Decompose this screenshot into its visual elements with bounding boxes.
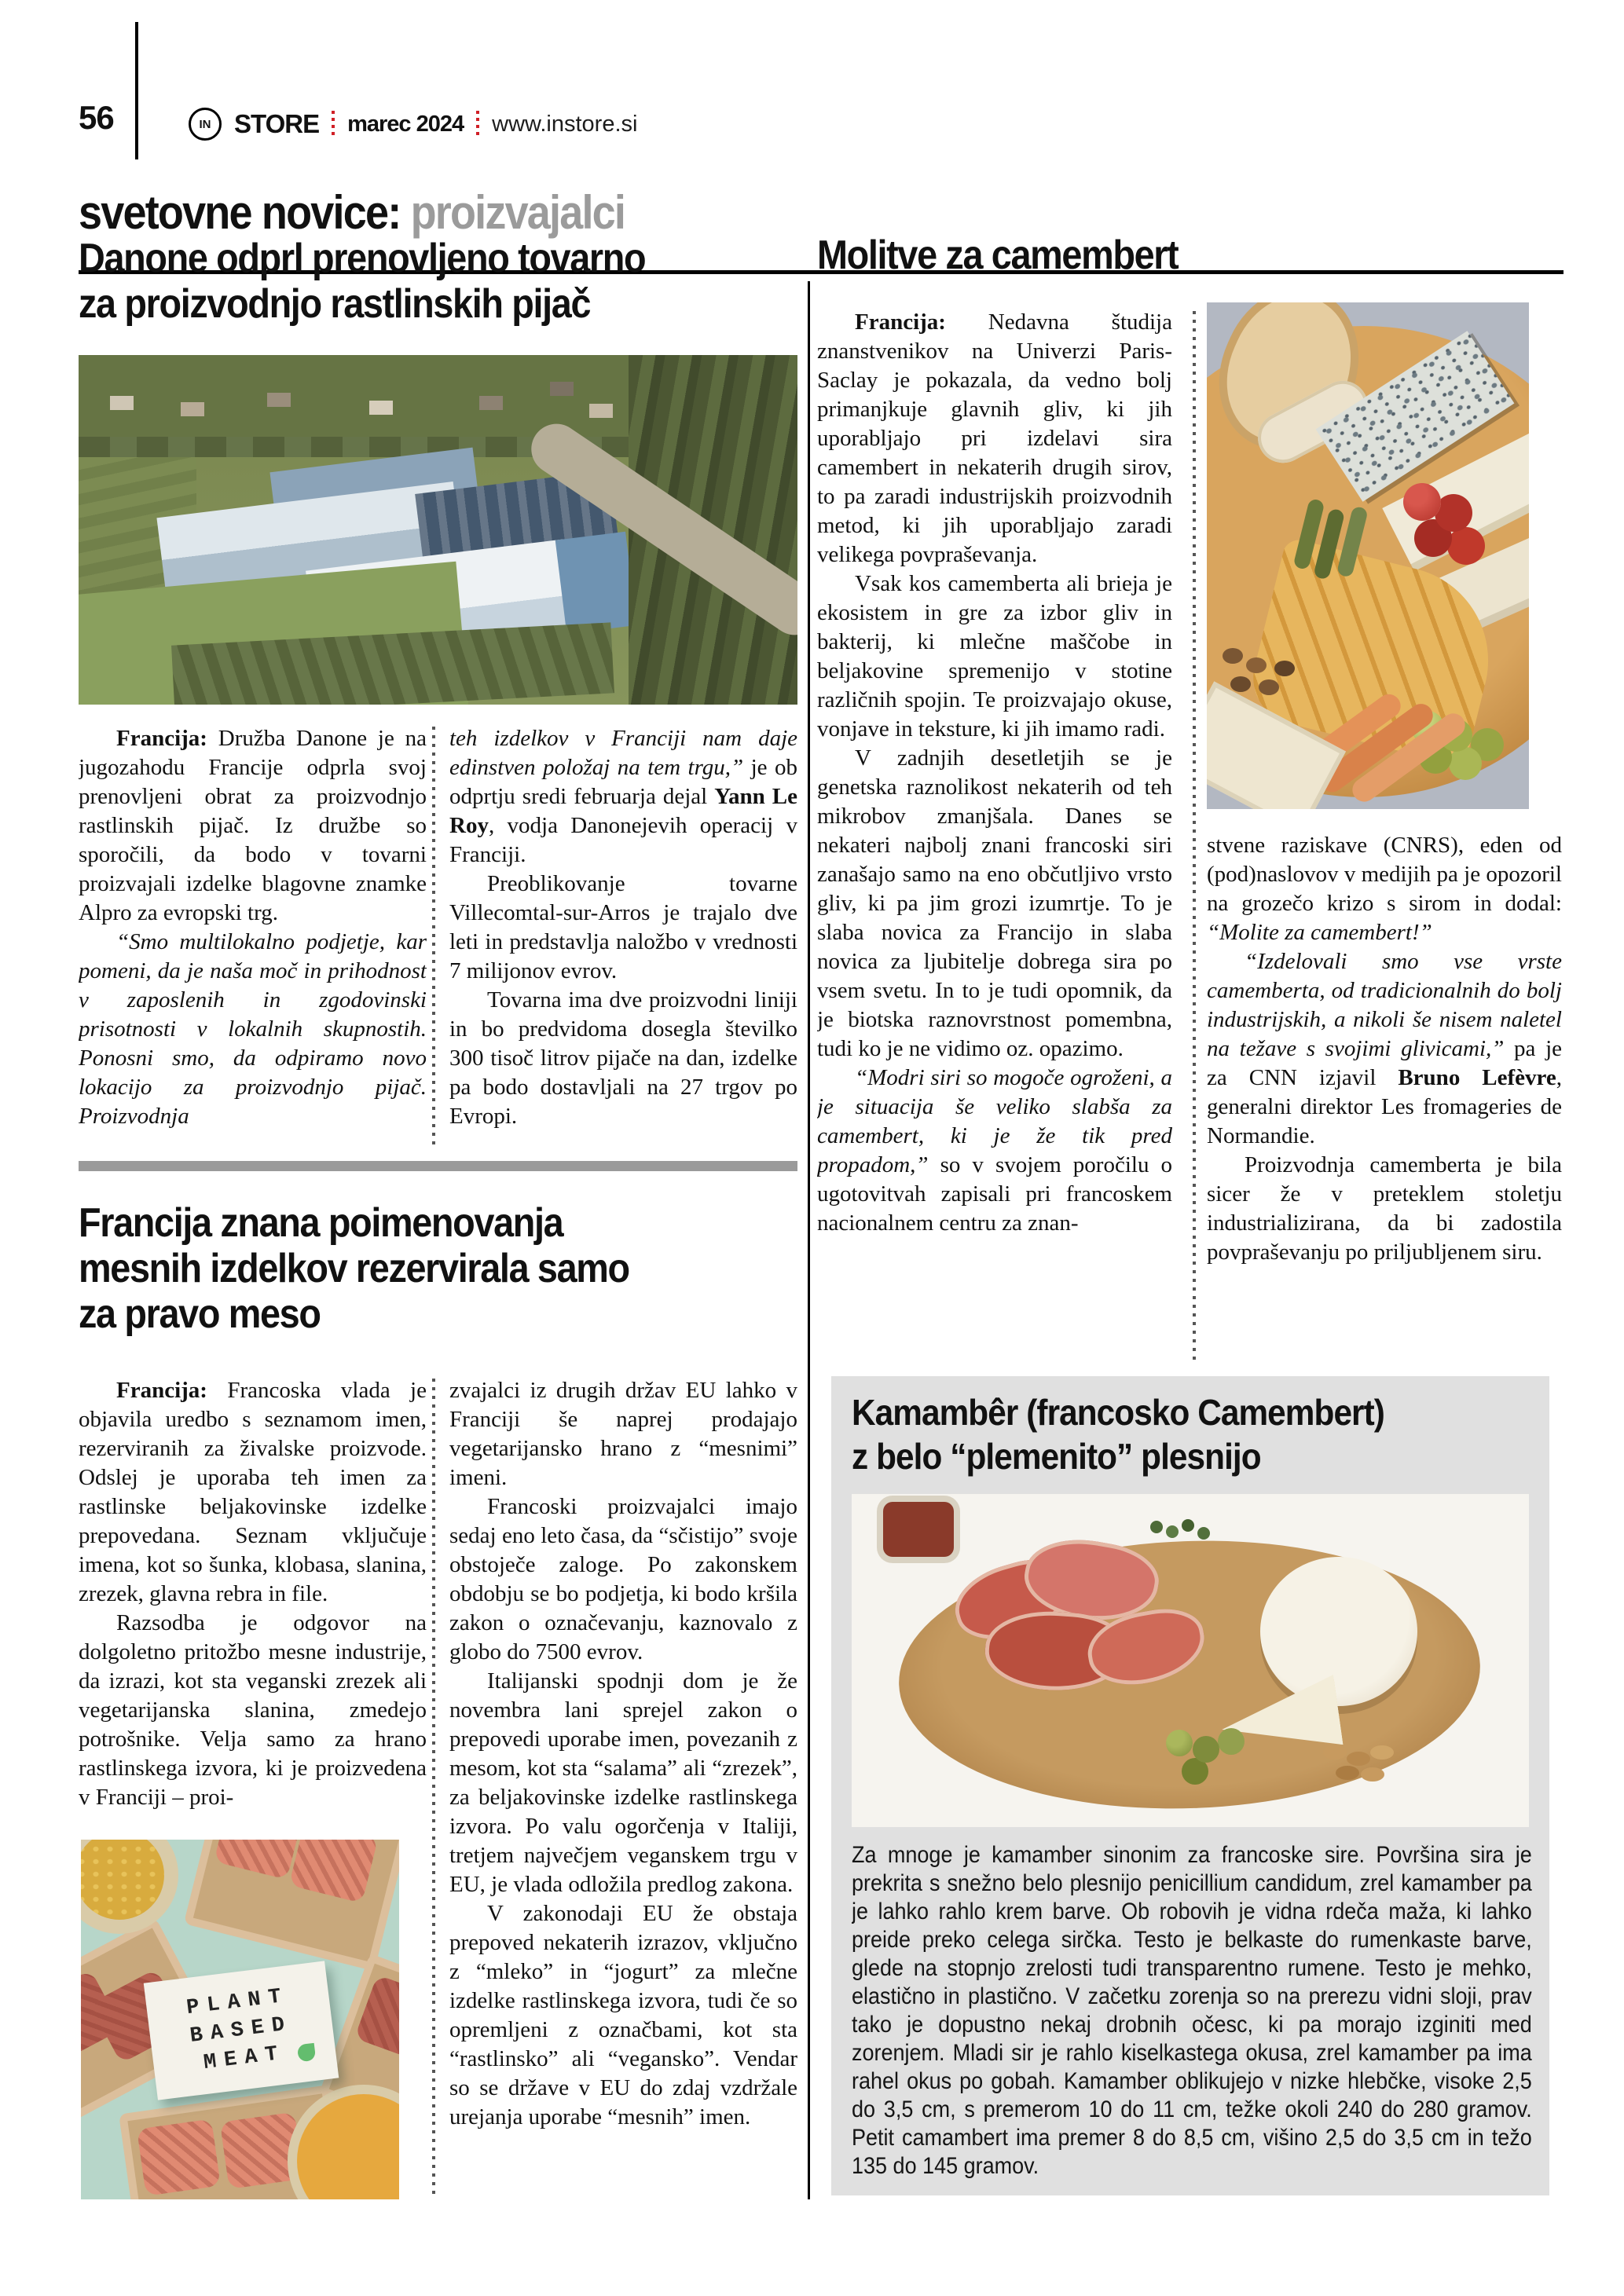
factory-photo-houses xyxy=(110,396,134,410)
headline-molitve: Molitve za camembert xyxy=(817,233,1179,278)
camembert-info-box xyxy=(831,1376,1549,2195)
camembert-wheel xyxy=(1260,1557,1417,1706)
meso-column-1: Francija: Francoska vlada je objavila uredbo s seznamom imen, rezerviranih za živalske proizvode. Odslej je uporaba teh imen za rastlinske beljakovinske izdelke prepovedana. Seznam vključuje imena, kot so šunka, klobasa, slanina, zrezek, glavna rebra in file. Razsodba je odgovor na dolgoletno pritožbo mesne industrije, da izrazi, kot sta veganski zrezek ali vegetarijanska slanina, zmedejo potrošnike. Velja samo za hrano rastlinskega izvora, ki je proizvedena v Franciji – proi- xyxy=(79,1378,427,1810)
main-column-rule xyxy=(808,281,810,2199)
masthead xyxy=(189,108,637,140)
article-separator-bar xyxy=(79,1161,797,1171)
issue-date: marec 2024 xyxy=(347,111,464,137)
column-dotted-rule xyxy=(432,727,435,1147)
meso-column-2: zvajalci iz drugih držav EU lahko v Franciji še naprej prodajajo vegetarijansko hrano z “mesnimi” imeni. Francoski proizvajalci imajo sedaj eno leto časa, da “sčistijo” svoje obstoječe zaloge. Po zakonskem obdobju se bo podjetja, ki bodo kršila zakon o označevanju, kaznovalo z globo do 7500 evrov. Italijanski spodnji dom je že novembra lani sprejel zakon o prepovedi uporabe imen, povezanih z mesom, kot sta “salama” ali “zrezek”, za beljakovinske izdelke rastlinskega izvora. Po valu ogorčenja v Italiji, tretjem največjem veganskem trgu v EU, je vlada odložila predlog zakona. V zakonodaji EU že obstaja prepoved nekaterih izrazov, vključno z “mleko” in “jogurt” za mlečne izdelke rastlinskega izvora, tudi če so opremljeni z označbami, kot sta “rastlinsko” ali “vegansko”. Vendar so se države v EU do zdaj vzdržale urejanja uporabe “mesnih” imen. xyxy=(449,1378,797,2129)
logo-store-text: STORE xyxy=(234,109,320,138)
danone-column-1: Francija: Družba Danone je na jugozahodu Francije odprla svoj prenovljeni obrat za proizvodnjo rastlinskih pijač. Iz družbe so sporočili, da bodo v tovarni proizvajali izdelke blagovne znamke Alpro za evropski trg. “Smo multilokalno podjetje, kar pomeni, da je naša moč in prihodnost v zaposlenih in zgodovinski prisotnosti v lokalnih skupnostih. Ponosni smo, da odpiramo novo lokacijo za proizvodnjo pijač. Proizvodnja xyxy=(79,726,427,1129)
green-olives xyxy=(1166,1730,1193,1756)
page-number: 56 xyxy=(79,99,114,136)
section-title-black: svetovne novice: xyxy=(79,186,401,239)
box-title: Kamambêr (francosko Camembert) z belo “plemenito” plesnijo xyxy=(852,1392,1384,1477)
column-dotted-rule xyxy=(432,1379,435,2199)
header-divider-bar xyxy=(135,22,138,159)
red-berries xyxy=(1403,483,1441,521)
plant-based-meat-sign: PLANT BASED MEAT xyxy=(144,1961,339,2100)
prosciutto xyxy=(954,1541,1190,1706)
cheese-platter-photo xyxy=(1207,302,1529,809)
camembert-platter-photo xyxy=(852,1494,1529,1827)
almonds xyxy=(1323,1745,1347,1760)
website-url: www.instore.si xyxy=(492,111,638,137)
section-title-gray: proizvajalci xyxy=(400,186,625,239)
danone-factory-aerial-photo xyxy=(79,355,797,705)
red-dotted-separator xyxy=(476,111,479,137)
plant-based-meat-photo xyxy=(81,1840,399,2199)
box-body-text: Za mnoge je kamamber sinonim za francoske sire. Površina sira je prekrita s snežno belo plesnijo penicillium candidum, zrel kamamber pa je lahko rahlo krem barve. Ob robovih je vidna rdeča maža, ki lahko preide preko celega sirčka. Testo je belkaste do rumenkaste barve, glede na stopnjo zrelosti tudi transparentno rumene. Testo je mehko, elastično in plastično. V začetku zorenja so na prerezu vidni sloji, prav tako je dopustno nekaj drobnih očesc, ki pa morajo izginiti med zorenjem. Mladi sir je rahlo kiselkastega okusa, zrel kamamber pa ima rahel okus po gobah. Kamamber oblikujejo v nizke hlebčke, visoke 2,5 do 3,5 cm, s premerom 10 do 11 cm, težke okoli 240 do 280 gramov. Petit camambert ima premer 8 do 8,5 cm, višino 2,5 do 3,5 cm in težo 135 do 145 gramov. xyxy=(852,1842,1532,2179)
section-title xyxy=(79,185,625,240)
chickpea-bowl xyxy=(81,1840,178,1934)
molitve-column-1: Francija: Nedavna študija znanstvenikov na Univerzi Paris-Saclay je pokazala, da vedno bolj primanjkuje glavnih gliv, ki jih uporabljajo pri izdelavi sira camembert in nekaterih drugih sirov, to pa zaradi industrijskih proizvodnih metod, ki jih uporabljajo zaradi velikega povpraševanja. Vsak kos camemberta ali brieja je ekosistem in gre za izbor gliv in bakterij, ki mlečne maščobe in beljakovine spremenijo v stotine različnih spojin. Te proizvajajo okuse, vonjave in teksture, ki jih imamo radi. V zadnjih desetletjih se je genetska raznolikost nekaterih od teh mikrobov zmanjšala. Danes se nekateri najbolj znani francoski siri zanašajo samo na eno občutljivo vrsto gliv, ki pa jim grozi izumrtje. To je slaba novica za Francijo in slaba novica za ljubitelje dobrega sira po vsem svetu. In to je tudi opomnik, da je biotska raznovrstnost pomembna, tudi ko je ne vidimo oz. opazimo. “Modri siri so mogoče ogroženi, a je situacija še veliko slabša za camembert, ki je že tik pred propadom,” so v svojem poročilu o ugotovitvah zapisali pri francoskem nacionalnem centru za znan- xyxy=(817,309,1172,1236)
molitve-column-2: stvene raziskave (CNRS), eden od (pod)naslovov v medijih pa je opozoril na grozečo krizo s sirom in dodal: “Molite za camembert!” “Izdelovali smo vse vrste camemberta, od tradicionalnih do bolj industrijskih, a nikoli še nisem naletel na težave s svojimi glivicami,” pa je za CNN izjavil Bruno Lefèvre, generalni direktor Les fromageries de Normandie. Proizvodnja camemberta je bila sicer že v preteklem stoletju industrializirana, da bi zadostila povpraševanju po priljubljenem siru. xyxy=(1207,833,1562,1265)
red-dotted-separator xyxy=(332,111,335,137)
instore-logo-icon: IN xyxy=(189,108,222,141)
danone-column-2: teh izdelkov v Franciji nam daje edinstven položaj na tem trgu,” je ob odprtju sredi februarja dejal Yann Le Roy, vodja Danonejevih operacij v Franciji. Preoblikovanje tovarne Villecomtal-sur-Arros je trajalo dve leti in predstavlja naložbo v vrednosti 7 milijonov evrov. Tovarna ima dve proizvodni liniji in bo predvidoma dosegla številko 300 tisoč litrov pijače na dan, izdelke pa bodo dostavljali na 27 trgov po Evropi. xyxy=(449,726,797,1129)
green-grapes xyxy=(1411,711,1444,744)
column-dotted-rule xyxy=(1193,311,1196,1364)
leaf-icon xyxy=(297,2043,317,2063)
box-body-clip xyxy=(852,1841,1532,2187)
headline-meso: Francija znana poimenovanja mesnih izdelkov rezervirala samo za pravo meso xyxy=(79,1200,629,1337)
headline-danone: Danone odprl prenovljeno tovarno za proizvodnjo rastlinskih pijač xyxy=(79,236,646,327)
